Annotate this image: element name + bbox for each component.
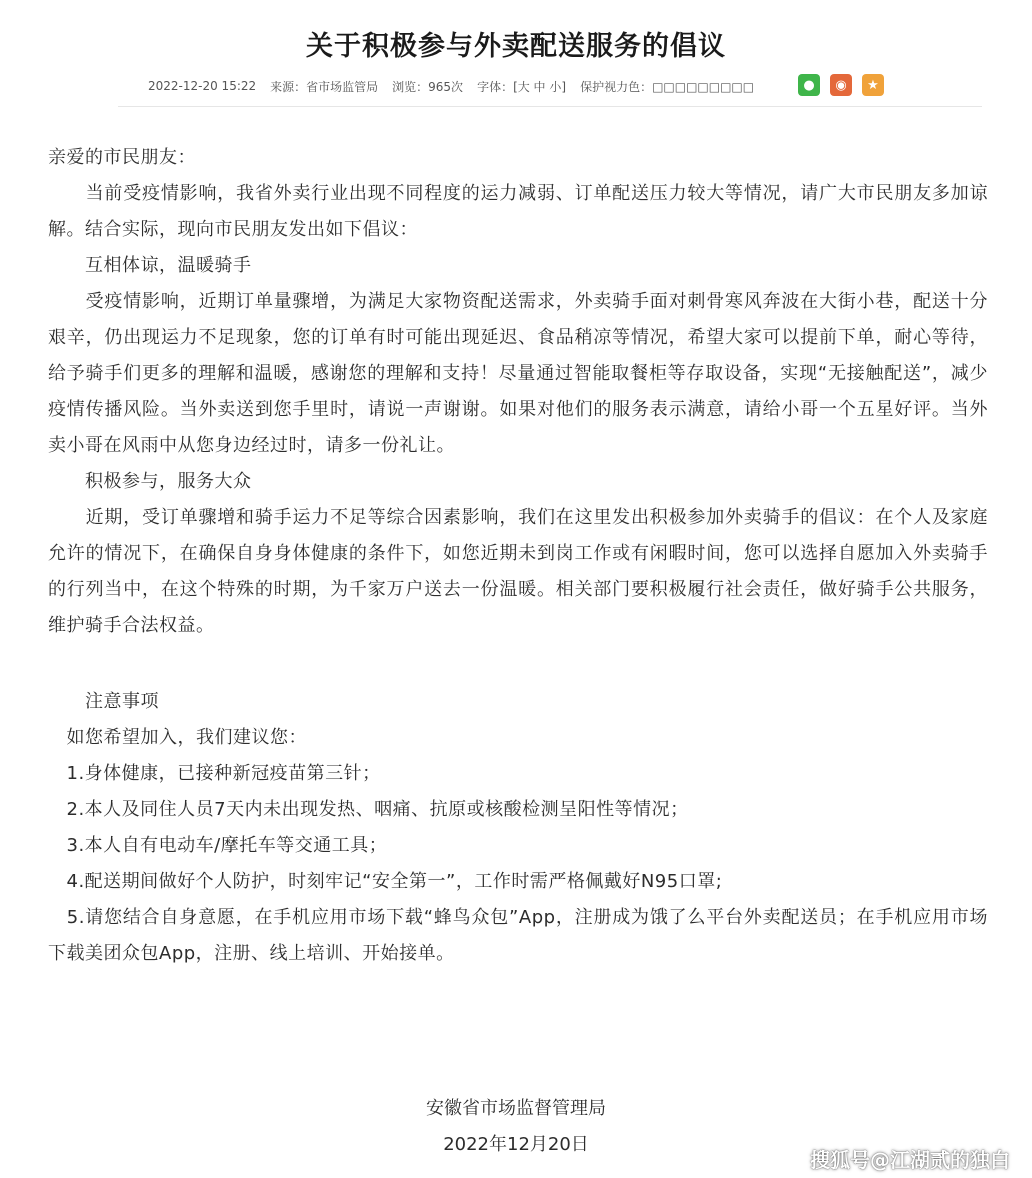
share-bar [798, 74, 894, 96]
source-label: 来源：省市场监管局 [270, 79, 379, 94]
signature-org: 安徽省市场监督管理局 [426, 1098, 606, 1119]
section-paragraph-1: 受疫情影响，近期订单量骤增，为满足大家物资配送需求，外卖骑手面对刺骨寒风奔波在大街小巷，配送十分艰辛，仍出现运力不足现象，您的订单有时可能出现延迟、食品稍凉等情况，希望大家可以提前下单，耐心等待，给予骑手们更多的理解和温暖，感谢您的理解和支持！尽量通过智能取餐柜等存取设备，实现“无接触配送”，减少疫情传播风险。当外卖送到您手里时，请说一声谢谢。如果对他们的服务表示满意，请给小哥一个五星好评。当外卖小哥在风雨中从您身边经过时，请多一份礼让。 [48, 291, 988, 456]
notice-item-3: 3.本人自有电动车/摩托车等交通工具； [48, 835, 388, 856]
signature-date: 2022年12月20日 [443, 1134, 589, 1155]
notice-item-5: 5.请您结合自身意愿，在手机应用市场下载“蜂鸟众包”App，注册成为饿了么平台外卖配送员；在手机应用市场下载美团众包App，注册、线上培训、开始接单。 [48, 907, 988, 964]
section-paragraph-2: 近期，受订单骤增和骑手运力不足等综合因素影响，我们在这里发出积极参加外卖骑手的倡议：在个人及家庭允许的情况下，在确保自身身体健康的条件下，如您近期未到岗工作或有闲暇时间，您可以选择自愿加入外卖骑手的行列当中，在这个特殊的时期，为千家万户送去一份温暖。相关部门要积极履行社会责任，做好骑手公共服务，维护骑手合法权益。 [48, 507, 988, 636]
header-divider [118, 106, 982, 107]
notice-item-2: 2.本人及同住人员7天内未出现发热、咽痛、抗原或核酸检测呈阳性等情况； [48, 799, 689, 820]
section-heading-2: 积极参与，服务大众 [48, 471, 252, 492]
font-size-switch[interactable]: 字体：[大 中 小] [477, 79, 567, 94]
wechat-icon[interactable]: ● [798, 74, 820, 96]
intro-paragraph: 当前受疫情影响，我省外卖行业出现不同程度的运力减弱、订单配送压力较大等情况，请广大市民朋友多加谅解。结合实际，现向市民朋友发出如下倡议： [48, 183, 988, 240]
article-title: 关于积极参与外卖配送服务的倡议 [306, 31, 726, 62]
notice-intro: 如您希望加入，我们建议您： [48, 727, 307, 748]
greeting: 亲爱的市民朋友： [48, 147, 196, 168]
watermark: 搜狐号@江湖贰的独白 [810, 1148, 1010, 1172]
notice-item-4: 4.配送期间做好个人防护，时刻牢记“安全第一”，工作时需严格佩戴好N95口罩; [48, 871, 723, 892]
notice-item-1: 1.身体健康，已接种新冠疫苗第三针； [48, 763, 381, 784]
favorite-icon[interactable]: ★ [862, 74, 884, 96]
article-meta [148, 76, 768, 96]
publish-date: 2022-12-20 15:22 [148, 79, 257, 93]
section-heading-1: 互相体谅，温暖骑手 [48, 255, 252, 276]
view-count: 浏览：965次 [392, 79, 464, 94]
notice-heading: 注意事项 [48, 691, 159, 712]
eye-color-switch[interactable]: 保护视力色：□□□□□□□□□ [580, 79, 755, 94]
weibo-icon[interactable]: ◉ [830, 74, 852, 96]
